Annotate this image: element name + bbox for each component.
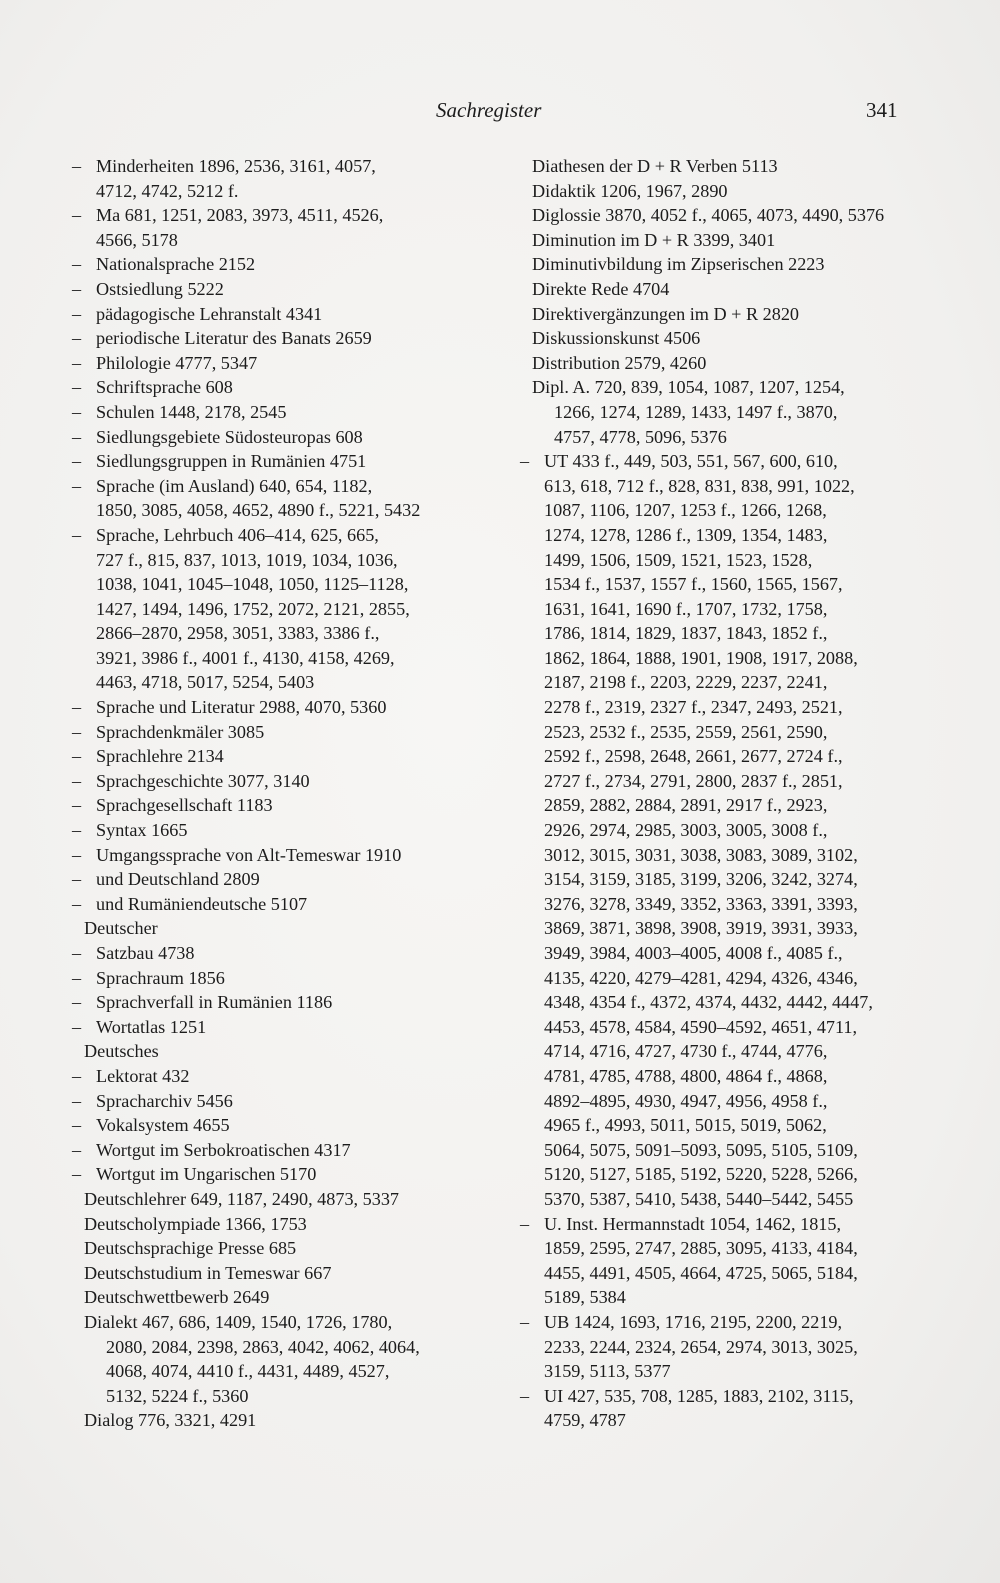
index-subentry [60,523,488,695]
entry-continuation-line: 4892–4895, 4930, 4947, 4956, 4958 f., [544,1090,828,1111]
entry-continuation-line: 4781, 4785, 4788, 4800, 4864 f., 4868, [544,1065,828,1086]
index-subentry [60,867,488,892]
index-entry [508,228,920,253]
entry-line: – Ma 681, 1251, 2083, 3973, 4511, 4526, [96,205,384,226]
entry-line: – UB 1424, 1693, 1716, 2195, 2200, 2219, [544,1311,843,1332]
index-entry [60,1236,488,1261]
entry-continuation-line: 2727 f., 2734, 2791, 2800, 2837 f., 2851, [544,770,843,791]
entry-continuation-line: 2859, 2882, 2884, 2891, 2917 f., 2923, [544,795,828,816]
index-column-right [508,154,920,1433]
entry-continuation-line: 3154, 3159, 3185, 3199, 3206, 3242, 3274, [544,869,858,890]
entry-line: – Ostsiedlung 5222 [96,278,224,299]
entry-line: – Spracharchiv 5456 [96,1090,233,1111]
index-subentry [60,720,488,745]
entry-line: Diglossie 3870, 4052 f., 4065, 4073, 4490, 5376 [532,205,885,226]
index-subentry [60,1015,488,1040]
index-subentry [60,1138,488,1163]
index-subentry [60,769,488,794]
entry-continuation-line: 5370, 5387, 5410, 5438, 5440–5442, 5455 [544,1188,854,1209]
running-head [0,98,1000,128]
index-subentry [508,449,920,1211]
running-head-title: Sachregister [436,98,542,122]
index-subentry [60,1089,488,1114]
index-subentry [60,154,488,203]
entry-continuation-line: 1859, 2595, 2747, 2885, 3095, 4133, 4184, [544,1238,858,1259]
entry-line: Didaktik 1206, 1967, 2890 [532,180,728,201]
index-entry [508,326,920,351]
entry-line: Direktivergänzungen im D + R 2820 [532,303,800,324]
entry-line: – Lektorat 432 [96,1065,190,1086]
entry-continuation-line: 2233, 2244, 2324, 2654, 2974, 3013, 3025, [544,1336,858,1357]
entry-line: Deutschsprachige Presse 685 [84,1238,297,1259]
entry-continuation-line: 1427, 1494, 1496, 1752, 2072, 2121, 2855, [96,598,410,619]
entry-continuation-line: 2187, 2198 f., 2203, 2229, 2237, 2241, [544,672,828,693]
index-subentry [60,252,488,277]
index-entry [60,1039,488,1064]
index-subentry [60,966,488,991]
entry-line: Deutschlehrer 649, 1187, 2490, 4873, 5337 [84,1188,400,1209]
entry-line: Distribution 2579, 4260 [532,352,707,373]
entry-line: – Sprachdenkmäler 3085 [96,721,265,742]
entry-line: Deutschstudium in Temeswar 667 [84,1262,332,1283]
entry-line: Diathesen der D + R Verben 5113 [532,156,778,176]
page-number: 341 [866,98,898,122]
entry-continuation-line: 3276, 3278, 3349, 3352, 3363, 3391, 3393, [544,893,858,914]
index-subentry [60,990,488,1015]
entry-line: – UI 427, 535, 708, 1285, 1883, 2102, 3115, [544,1385,854,1406]
entry-line: – Schriftsprache 608 [96,377,233,398]
entry-line: Deutscholympiade 1366, 1753 [84,1213,307,1234]
entry-continuation-line: 5132, 5224 f., 5360 [106,1385,249,1406]
index-entry [60,1212,488,1237]
index-subentry [60,793,488,818]
entry-continuation-line: 5064, 5075, 5091–5093, 5095, 5105, 5109, [544,1139,858,1160]
index-subentry [60,449,488,474]
entry-continuation-line: 4453, 4578, 4584, 4590–4592, 4651, 4711, [544,1016,858,1037]
entry-line: Diminution im D + R 3399, 3401 [532,229,776,250]
entry-line: – und Deutschland 2809 [96,869,260,890]
entry-line: – Minderheiten 1896, 2536, 3161, 4057, [96,156,376,176]
entry-line: Deutschwettbewerb 2649 [84,1287,270,1308]
entry-line: – Sprache (im Ausland) 640, 654, 1182, [96,475,373,496]
entry-continuation-line: 4757, 4778, 5096, 5376 [554,426,727,447]
entry-line: – Sprachraum 1856 [96,967,225,988]
entry-continuation-line: 1274, 1278, 1286 f., 1309, 1354, 1483, [544,524,828,545]
entry-line: Dialog 776, 3321, 4291 [84,1410,257,1431]
index-entry [508,252,920,277]
index-subentry [508,1384,920,1433]
index-entry [508,351,920,376]
index-subentry [60,1113,488,1138]
index-subentry [60,695,488,720]
index-entry [508,203,920,228]
entry-line: – U. Inst. Hermannstadt 1054, 1462, 1815, [544,1213,842,1234]
entry-line: – Vokalsystem 4655 [96,1115,230,1136]
entry-continuation-line: 1534 f., 1537, 1557 f., 1560, 1565, 1567, [544,574,843,595]
index-subentry [60,1064,488,1089]
index-subentry [60,818,488,843]
entry-continuation-line: 3949, 3984, 4003–4005, 4008 f., 4085 f., [544,943,843,963]
entry-continuation-line: 5189, 5384 [544,1287,626,1308]
entry-continuation-line: 4566, 5178 [96,229,178,250]
index-entry [60,916,488,941]
entry-continuation-line: 4348, 4354 f., 4372, 4374, 4432, 4442, 4447, [544,992,873,1013]
entry-line: – und Rumäniendeutsche 5107 [96,893,308,914]
entry-line: – Umgangssprache von Alt-Temeswar 1910 [96,844,402,865]
entry-line: – Siedlungsgruppen in Rumänien 4751 [96,451,367,472]
entry-line: – Siedlungsgebiete Südosteuropas 608 [96,426,363,447]
index-entry [60,1187,488,1212]
entry-continuation-line: 1850, 3085, 4058, 4652, 4890 f., 5221, 5432 [96,500,421,521]
entry-continuation-line: 3869, 3871, 3898, 3908, 3919, 3931, 3933, [544,918,858,939]
entry-continuation-line: 2592 f., 2598, 2648, 2661, 2677, 2724 f., [544,746,843,767]
entry-continuation-line: 1038, 1041, 1045–1048, 1050, 1125–1128, [96,574,409,595]
index-subentry [508,1310,920,1384]
index-subentry [60,1162,488,1187]
index-subentry [60,744,488,769]
index-entry [508,277,920,302]
entry-line: Deutsches [84,1041,159,1062]
entry-line: – Sprache und Literatur 2988, 4070, 5360 [96,697,387,718]
entry-continuation-line: 2866–2870, 2958, 3051, 3383, 3386 f., [96,623,380,644]
entry-continuation-line: 3921, 3986 f., 4001 f., 4130, 4158, 4269, [96,647,395,668]
entry-line: – Satzbau 4738 [96,943,195,963]
index-subentry [60,941,488,966]
entry-continuation-line: 4759, 4787 [544,1410,626,1431]
index-subentry [60,892,488,917]
entry-line: Dipl. A. 720, 839, 1054, 1087, 1207, 1254, [532,377,845,398]
entry-line: – Sprachverfall in Rumänien 1186 [96,992,333,1013]
index-entry [508,302,920,327]
index-subentry [60,375,488,400]
entry-continuation-line: 727 f., 815, 837, 1013, 1019, 1034, 1036, [96,549,398,570]
entry-line: – Syntax 1665 [96,820,188,841]
index-entry [60,1408,488,1433]
entry-continuation-line: 2080, 2084, 2398, 2863, 4042, 4062, 4064, [106,1336,420,1357]
entry-continuation-line: 4463, 4718, 5017, 5254, 5403 [96,672,315,693]
entry-continuation-line: 4068, 4074, 4410 f., 4431, 4489, 4527, [106,1361,390,1382]
entry-continuation-line: 2278 f., 2319, 2327 f., 2347, 2493, 2521, [544,697,843,718]
entry-line: – Sprache, Lehrbuch 406–414, 625, 665, [96,524,379,545]
entry-continuation-line: 2926, 2974, 2985, 3003, 3005, 3008 f., [544,820,828,841]
entry-continuation-line: 4714, 4716, 4727, 4730 f., 4744, 4776, [544,1041,828,1062]
entry-continuation-line: 4965 f., 4993, 5011, 5015, 5019, 5062, [544,1115,827,1136]
index-subentry [508,1212,920,1310]
entry-continuation-line: 1266, 1274, 1289, 1433, 1497 f., 3870, [554,401,838,422]
entry-line: – Sprachgeschichte 3077, 3140 [96,770,310,791]
index-entry [60,1285,488,1310]
entry-continuation-line: 1087, 1106, 1207, 1253 f., 1266, 1268, [544,500,827,521]
entry-line: – Nationalsprache 2152 [96,254,256,275]
entry-line: – Sprachgesellschaft 1183 [96,795,273,816]
entry-line: Deutscher [84,918,158,939]
index-entry [60,1261,488,1286]
entry-line: – Wortatlas 1251 [96,1016,207,1037]
index-subentry [60,351,488,376]
entry-continuation-line: 1631, 1641, 1690 f., 1707, 1732, 1758, [544,598,828,619]
index-entry [508,154,920,179]
index-subentry [60,277,488,302]
index-entry [60,1310,488,1408]
index-subentry [60,302,488,327]
entry-continuation-line: 613, 618, 712 f., 828, 831, 838, 991, 1022, [544,475,855,496]
index-subentry [60,843,488,868]
entry-line: – periodische Literatur des Banats 2659 [96,328,372,349]
entry-line: Diskussionskunst 4506 [532,328,701,349]
entry-continuation-line: 5120, 5127, 5185, 5192, 5220, 5228, 5266, [544,1164,858,1185]
entry-continuation-line: 2523, 2532 f., 2535, 2559, 2561, 2590, [544,721,828,742]
entry-continuation-line: 1862, 1864, 1888, 1901, 1908, 1917, 2088, [544,647,858,668]
index-subentry [60,400,488,425]
entry-line: – Wortgut im Serbokroatischen 4317 [96,1139,351,1160]
entry-line: – pädagogische Lehranstalt 4341 [96,303,323,324]
entry-line: – Wortgut im Ungarischen 5170 [96,1164,317,1185]
entry-line: Diminutivbildung im Zipserischen 2223 [532,254,825,275]
index-subentry [60,203,488,252]
entry-continuation-line: 1499, 1506, 1509, 1521, 1523, 1528, [544,549,813,570]
index-entry [508,179,920,204]
index-subentry [60,425,488,450]
entry-line: – Philologie 4777, 5347 [96,352,258,373]
entry-continuation-line: 1786, 1814, 1829, 1837, 1843, 1852 f., [544,623,828,644]
entry-line: Dialekt 467, 686, 1409, 1540, 1726, 1780, [84,1311,393,1332]
entry-continuation-line: 3159, 5113, 5377 [544,1361,671,1382]
entry-line: – Sprachlehre 2134 [96,746,224,767]
entry-continuation-line: 4712, 4742, 5212 f. [96,180,239,201]
index-subentry [60,326,488,351]
entry-line: Direkte Rede 4704 [532,278,670,299]
index-column-left [60,154,488,1433]
entry-continuation-line: 4455, 4491, 4505, 4664, 4725, 5065, 5184, [544,1262,858,1283]
index-subentry [60,474,488,523]
entry-line: – UT 433 f., 449, 503, 551, 567, 600, 610, [544,451,838,472]
entry-line: – Schulen 1448, 2178, 2545 [96,401,287,422]
entry-continuation-line: 4135, 4220, 4279–4281, 4294, 4326, 4346, [544,967,858,988]
index-entry [508,375,920,449]
entry-continuation-line: 3012, 3015, 3031, 3038, 3083, 3089, 3102, [544,844,858,865]
